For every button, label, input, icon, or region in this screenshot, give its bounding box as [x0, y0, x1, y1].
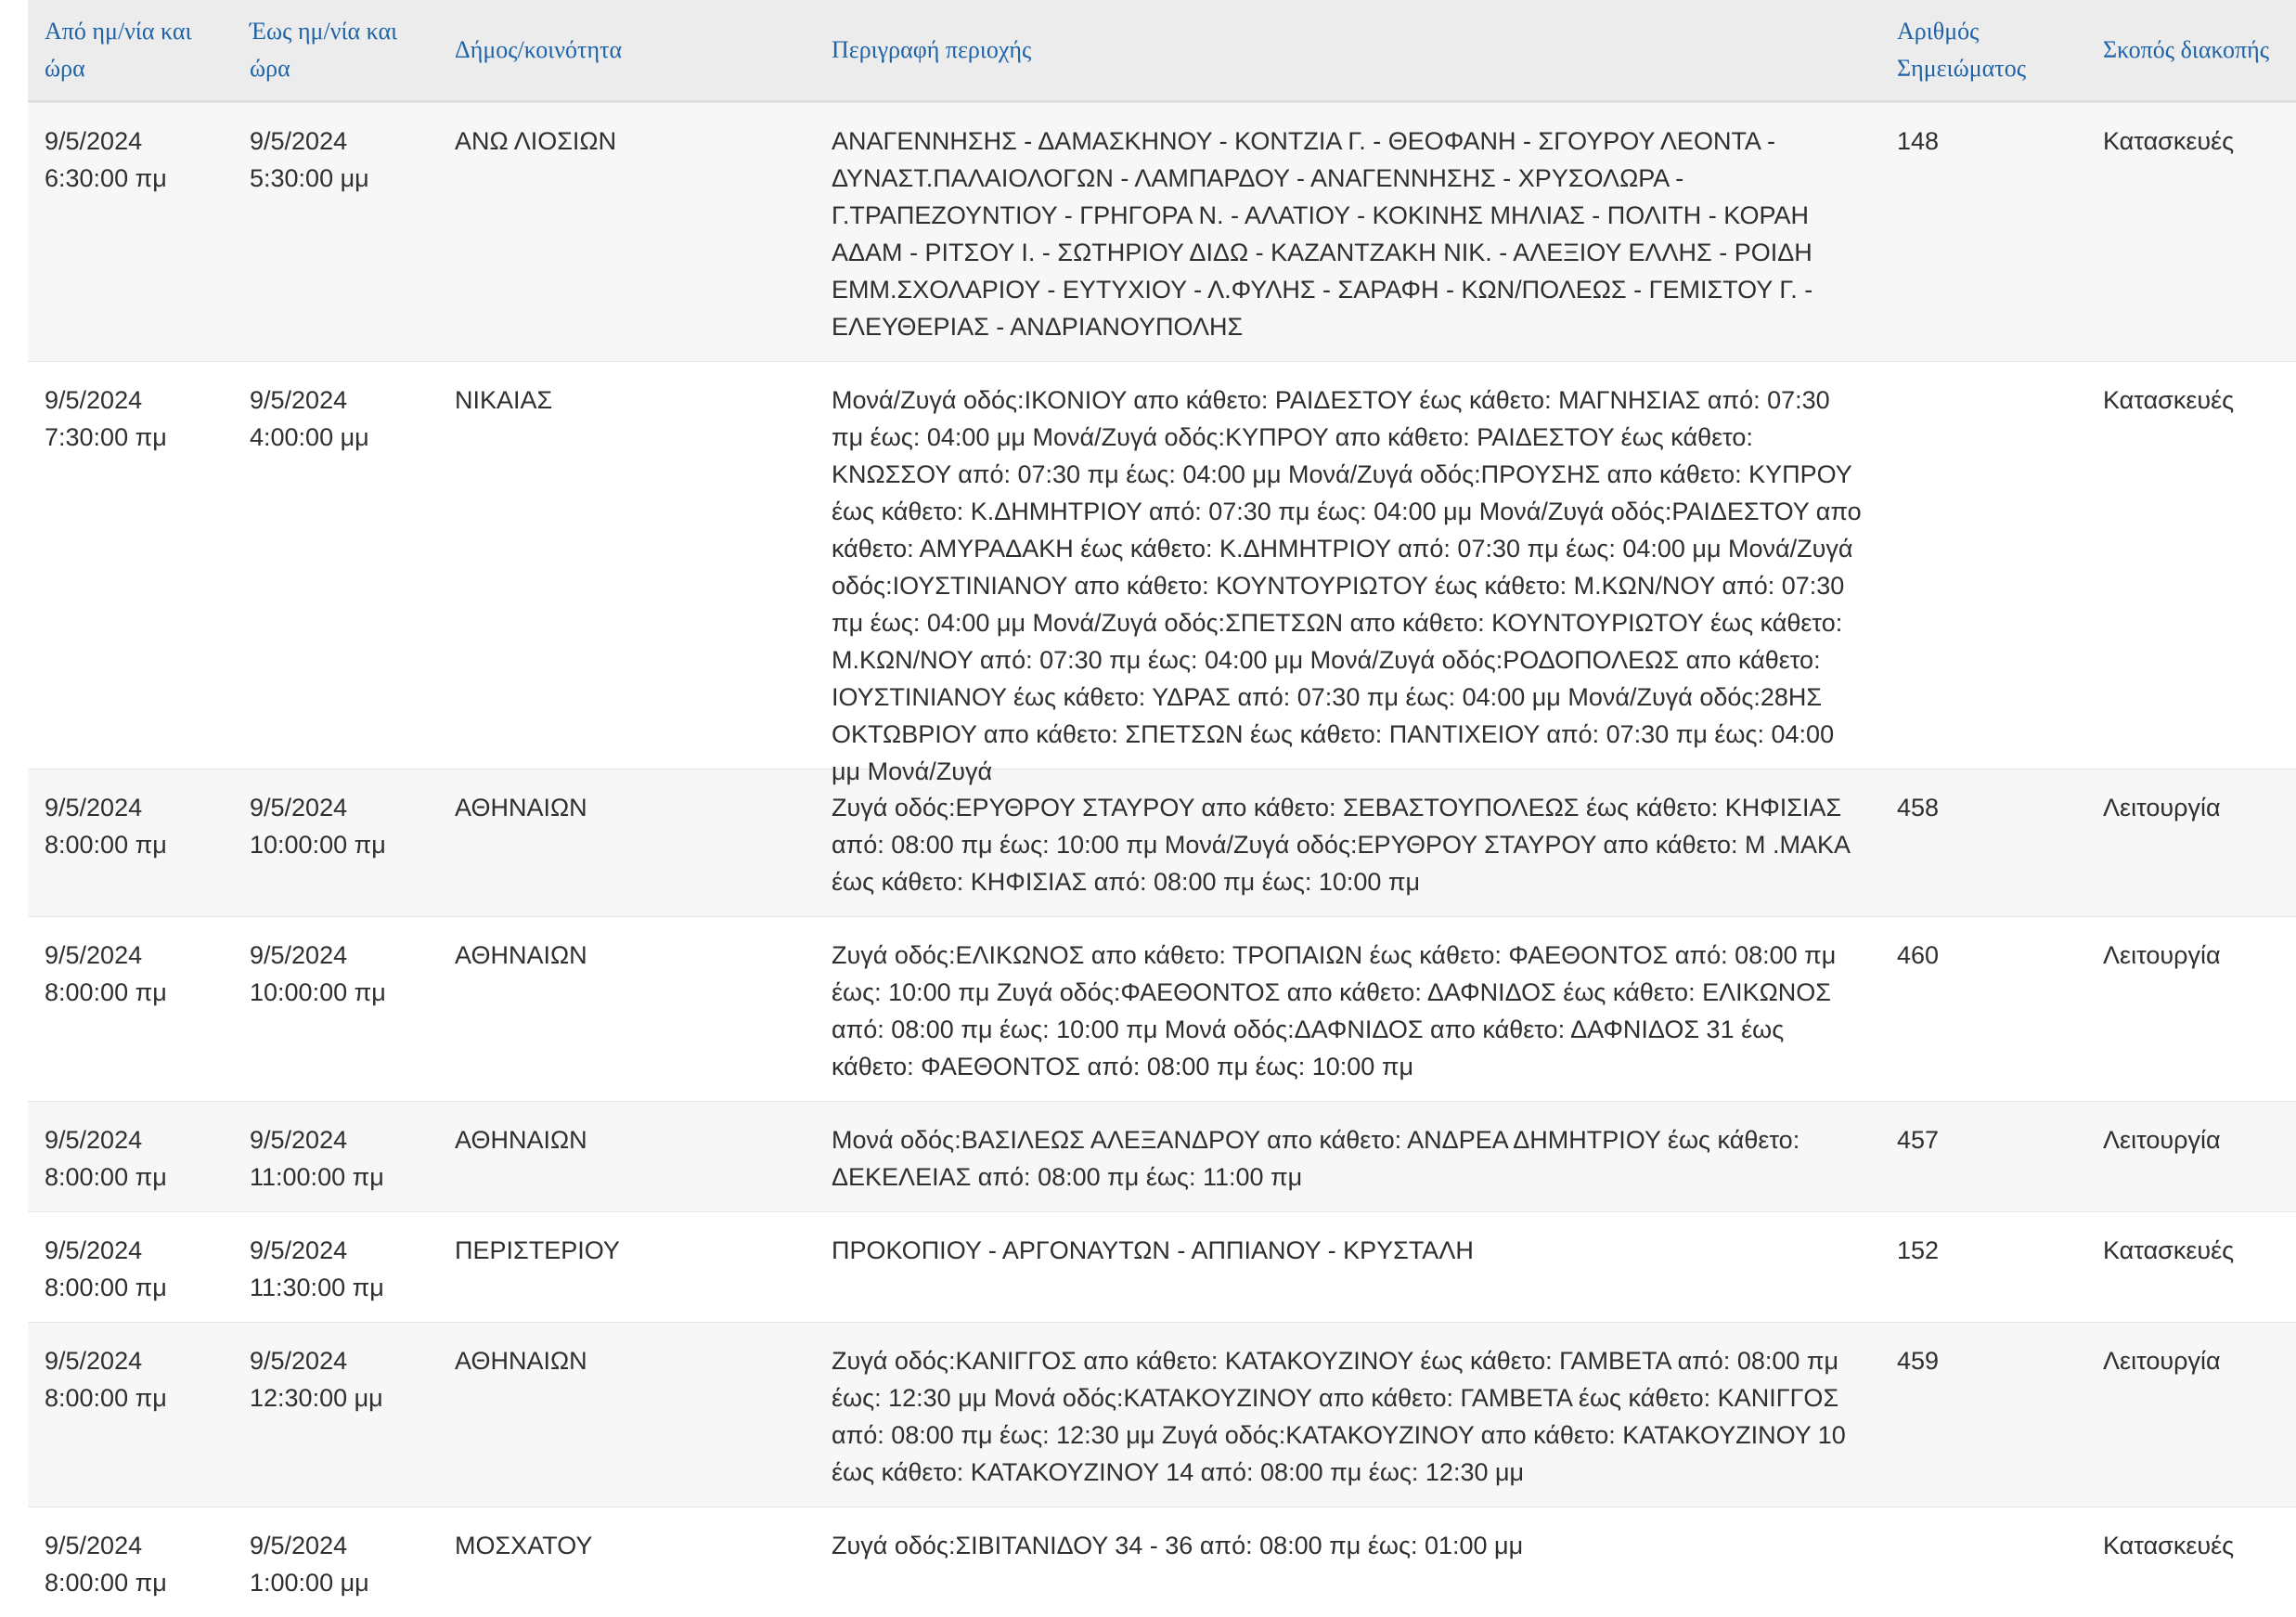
table-row [28, 1212, 2296, 1323]
cell-description [815, 1323, 1880, 1507]
from-date: 9/5/2024 [45, 1342, 216, 1379]
cell-municipality: ΠΕΡΙΣΤΕΡΙΟΥ [438, 1212, 815, 1323]
cell-municipality: ΝΙΚΑΙΑΣ [438, 362, 815, 770]
cell-from [28, 1323, 233, 1507]
cell-municipality: ΑΘΗΝΑΙΩΝ [438, 917, 815, 1102]
table-row [28, 362, 2296, 770]
outages-table-container [28, 0, 2096, 1617]
from-date: 9/5/2024 [45, 382, 216, 419]
cell-description [815, 1212, 1880, 1323]
cell-purpose: Λειτουργία [2086, 770, 2296, 917]
description-text: Ζυγά οδός:ΕΡΥΘΡΟΥ ΣΤΑΥΡΟΥ απο κάθετο: ΣΕΒΑΣΤΟΥΠΟΛΕΩΣ έως κάθετο: ΚΗΦΙΣΙΑΣ από: 08:00 πμ έως: 10:00 πμ Μονά/Ζυγά οδός:ΕΡΥΘΡΟΥ ΣΤΑΥΡΟΥ απο κάθετο: Μ .ΜΑΚΑ έως κάθετο: ΚΗΦΙΣΙΑΣ από: 08:00 πμ έως: 10:00 πμ [832, 789, 1864, 900]
from-date: 9/5/2024 [45, 1232, 216, 1269]
to-time: 1:00:00 μμ [250, 1564, 421, 1601]
to-time: 12:30:00 μμ [250, 1379, 421, 1416]
cell-note-number: 459 [1880, 1323, 2086, 1507]
cell-to [233, 1507, 438, 1617]
table-row [28, 1102, 2296, 1212]
from-date: 9/5/2024 [45, 789, 216, 826]
description-text: Ζυγά οδός:ΕΛΙΚΩΝΟΣ απο κάθετο: ΤΡΟΠΑΙΩΝ έως κάθετο: ΦΑΕΘΟΝΤΟΣ από: 08:00 πμ έως: 10:00 πμ Ζυγά οδός:ΦΑΕΘΟΝΤΟΣ απο κάθετο: ΔΑΦΝΙΔΟΣ έως κάθετο: ΕΛΙΚΩΝΟΣ από: 08:00 πμ έως: 10:00 πμ Μονά οδός:ΔΑΦΝΙΔΟΣ απο κάθετο: ΔΑΦΝΙΔΟΣ 31 έως κάθετο: ΦΑΕΘΟΝΤΟΣ από: 08:00 πμ έως: 10:00 πμ [832, 937, 1864, 1085]
cell-municipality: ΑΘΗΝΑΙΩΝ [438, 770, 815, 917]
description-text: ΑΝΑΓΕΝΝΗΣΗΣ - ΔΑΜΑΣΚΗΝΟΥ - ΚΟΝΤΖΙΑ Γ. - ΘΕΟΦΑΝΗ - ΣΓΟΥΡΟΥ ΛΕΟΝΤΑ - ΔΥΝΑΣΤ.ΠΑΛΑΙΟΛΟΓΩΝ - ΛΑΜΠΑΡΔΟΥ - ΑΝΑΓΕΝΝΗΣΗΣ - ΧΡΥΣΟΛΩΡΑ - Γ.ΤΡΑΠΕΖΟΥΝΤΙΟΥ - ΓΡΗΓΟΡΑ Ν. - ΑΛΑΤΙΟΥ - ΚΟΚΙΝΗΣ ΜΗΛΙΑΣ - ΠΟΛΙΤΗ - ΚΟΡΑΗ ΑΔΑΜ - ΡΙΤΣΟΥ Ι. - ΣΩΤΗΡΙΟΥ ΔΙΔΩ - ΚΑΖΑΝΤΖΑΚΗ ΝΙΚ. - ΑΛΕΞΙΟΥ ΕΛΛΗΣ - ΡΟΙΔΗ ΕΜΜ.ΣΧΟΛΑΡΙΟΥ - ΕΥΤΥΧΙΟΥ - Λ.ΦΥΛΗΣ - ΣΑΡΑΦΗ - ΚΩΝ/ΠΟΛΕΩΣ - ΓΕΜΙΣΤΟΥ Γ. - ΕΛΕΥΘΕΡΙΑΣ - ΑΝΔΡΙΑΝΟΥΠΟΛΗΣ [832, 123, 1864, 345]
cell-purpose: Λειτουργία [2086, 1102, 2296, 1212]
cell-from [28, 102, 233, 362]
header-to[interactable]: Έως ημ/νία και ώρα [233, 0, 438, 102]
cell-from [28, 1212, 233, 1323]
outages-table [28, 0, 2296, 1617]
description-text: Ζυγά οδός:ΣΙΒΙΤΑΝΙΔΟΥ 34 - 36 από: 08:00 πμ έως: 01:00 μμ [832, 1527, 1864, 1564]
table-row [28, 102, 2296, 362]
header-row [28, 0, 2296, 102]
cell-note-number: 152 [1880, 1212, 2086, 1323]
from-date: 9/5/2024 [45, 1121, 216, 1158]
header-municipality[interactable]: Δήμος/κοινότητα [438, 0, 815, 102]
cell-note-number [1880, 1507, 2086, 1617]
from-time: 8:00:00 πμ [45, 974, 216, 1011]
cell-to [233, 362, 438, 770]
to-date: 9/5/2024 [250, 1232, 421, 1269]
cell-to [233, 1102, 438, 1212]
to-date: 9/5/2024 [250, 789, 421, 826]
from-time: 8:00:00 πμ [45, 1379, 216, 1416]
cell-note-number: 457 [1880, 1102, 2086, 1212]
to-time: 5:30:00 μμ [250, 160, 421, 197]
from-time: 6:30:00 πμ [45, 160, 216, 197]
cell-municipality: ΜΟΣΧΑΤΟΥ [438, 1507, 815, 1617]
cell-description [815, 102, 1880, 362]
cell-to [233, 102, 438, 362]
cell-purpose: Κατασκευές [2086, 1507, 2296, 1617]
cell-municipality: ΑΝΩ ΛΙΟΣΙΩΝ [438, 102, 815, 362]
cell-municipality: ΑΘΗΝΑΙΩΝ [438, 1323, 815, 1507]
cell-description [815, 1507, 1880, 1617]
table-row [28, 917, 2296, 1102]
to-time: 10:00:00 πμ [250, 826, 421, 863]
table-body [28, 102, 2296, 1617]
cell-from [28, 1102, 233, 1212]
cell-to [233, 1212, 438, 1323]
cell-to [233, 770, 438, 917]
cell-from [28, 362, 233, 770]
to-date: 9/5/2024 [250, 123, 421, 160]
cell-purpose: Κατασκευές [2086, 362, 2296, 770]
cell-from [28, 917, 233, 1102]
table-row [28, 1507, 2296, 1617]
cell-description [815, 917, 1880, 1102]
header-description[interactable]: Περιγραφή περιοχής [815, 0, 1880, 102]
table-header [28, 0, 2296, 102]
from-time: 7:30:00 πμ [45, 419, 216, 456]
description-text: Ζυγά οδός:ΚΑΝΙΓΓΟΣ απο κάθετο: ΚΑΤΑΚΟΥΖΙΝΟΥ έως κάθετο: ΓΑΜΒΕΤΑ από: 08:00 πμ έως: 12:30 μμ Μονά οδός:ΚΑΤΑΚΟΥΖΙΝΟΥ απο κάθετο: ΓΑΜΒΕΤΑ έως κάθετο: ΚΑΝΙΓΓΟΣ από: 08:00 πμ έως: 12:30 μμ Ζυγά οδός:ΚΑΤΑΚΟΥΖΙΝΟΥ απο κάθετο: ΚΑΤΑΚΟΥΖΙΝΟΥ 10 έως κάθετο: ΚΑΤΑΚΟΥΖΙΝΟΥ 14 από: 08:00 πμ έως: 12:30 μμ [832, 1342, 1864, 1491]
cell-to [233, 917, 438, 1102]
cell-description [815, 770, 1880, 917]
cell-note-number: 460 [1880, 917, 2086, 1102]
header-from[interactable]: Από ημ/νία και ώρα [28, 0, 233, 102]
to-date: 9/5/2024 [250, 1342, 421, 1379]
from-date: 9/5/2024 [45, 937, 216, 974]
cell-purpose: Κατασκευές [2086, 1212, 2296, 1323]
to-date: 9/5/2024 [250, 1527, 421, 1564]
cell-from [28, 770, 233, 917]
table-row [28, 1323, 2296, 1507]
description-text: Μονά/Ζυγά οδός:ΙΚΟΝΙΟΥ απο κάθετο: ΡΑΙΔΕΣΤΟΥ έως κάθετο: ΜΑΓΝΗΣΙΑΣ από: 07:30 πμ έως: 04:00 μμ Μονά/Ζυγά οδός:ΚΥΠΡΟΥ απο κάθετο: ΡΑΙΔΕΣΤΟΥ έως κάθετο: ΚΝΩΣΣΟΥ από: 07:30 πμ έως: 04:00 μμ Μονά/Ζυγά οδός:ΠΡΟΥΣΗΣ απο κάθετο: ΚΥΠΡΟΥ έως κάθετο: Κ.ΔΗΜΗΤΡΙΟΥ από: 07:30 πμ έως: 04:00 μμ Μονά/Ζυγά οδός:ΡΑΙΔΕΣΤΟΥ απο κάθετο: ΑΜΥΡΑΔΑΚΗ έως κάθετο: Κ.ΔΗΜΗΤΡΙΟΥ από: 07:30 πμ έως: 04:00 μμ Μονά/Ζυγά οδός:ΙΟΥΣΤΙΝΙΑΝΟΥ απο κάθετο: ΚΟΥΝΤΟΥΡΙΩΤΟΥ έως κάθετο: Μ.ΚΩΝ/ΝΟΥ από: 07:30 πμ έως: 04:00 μμ Μονά/Ζυγά οδός:ΣΠΕΤΣΩΝ απο κάθετο: ΚΟΥΝΤΟΥΡΙΩΤΟΥ έως κάθετο: Μ.ΚΩΝ/ΝΟΥ από: 07:30 πμ έως: 04:00 μμ Μονά/Ζυγά οδός:ΡΟΔΟΠΟΛΕΩΣ απο κάθετο: ΙΟΥΣΤΙΝΙΑΝΟΥ έως κάθετο: ΥΔΡΑΣ από: 07:30 πμ έως: 04:00 μμ Μονά/Ζυγά οδός:28ΗΣ ΟΚΤΩΒΡΙΟΥ απο κάθετο: ΣΠΕΤΣΩΝ έως κάθετο: ΠΑΝΤΙΧΕΙΟΥ από: 07:30 πμ έως: 04:00 μμ Μονά/Ζυγά [832, 382, 1864, 753]
cell-purpose: Κατασκευές [2086, 102, 2296, 362]
cell-from [28, 1507, 233, 1617]
from-time: 8:00:00 πμ [45, 1269, 216, 1306]
to-date: 9/5/2024 [250, 382, 421, 419]
to-time: 11:00:00 πμ [250, 1158, 421, 1196]
cell-to [233, 1323, 438, 1507]
header-note-number[interactable]: Αριθμός Σημειώματος [1880, 0, 2086, 102]
cell-purpose: Λειτουργία [2086, 917, 2296, 1102]
from-date: 9/5/2024 [45, 123, 216, 160]
from-date: 9/5/2024 [45, 1527, 216, 1564]
to-date: 9/5/2024 [250, 1121, 421, 1158]
cell-note-number [1880, 362, 2086, 770]
to-time: 4:00:00 μμ [250, 419, 421, 456]
cell-description [815, 1102, 1880, 1212]
from-time: 8:00:00 πμ [45, 826, 216, 863]
cell-description [815, 362, 1880, 770]
from-time: 8:00:00 πμ [45, 1158, 216, 1196]
from-time: 8:00:00 πμ [45, 1564, 216, 1601]
cell-note-number: 458 [1880, 770, 2086, 917]
to-date: 9/5/2024 [250, 937, 421, 974]
table-row [28, 770, 2296, 917]
cell-purpose: Λειτουργία [2086, 1323, 2296, 1507]
description-text: ΠΡΟΚΟΠΙΟΥ - ΑΡΓΟΝΑΥΤΩΝ - ΑΠΠΙΑΝΟΥ - ΚΡΥΣΤΑΛΗ [832, 1232, 1864, 1269]
to-time: 10:00:00 πμ [250, 974, 421, 1011]
cell-note-number: 148 [1880, 102, 2086, 362]
to-time: 11:30:00 πμ [250, 1269, 421, 1306]
cell-municipality: ΑΘΗΝΑΙΩΝ [438, 1102, 815, 1212]
header-purpose[interactable]: Σκοπός διακοπής [2086, 0, 2296, 102]
description-text: Μονά οδός:ΒΑΣΙΛΕΩΣ ΑΛΕΞΑΝΔΡΟΥ απο κάθετο: ΑΝΔΡΕΑ ΔΗΜΗΤΡΙΟΥ έως κάθετο: ΔΕΚΕΛΕΙΑΣ από: 08:00 πμ έως: 11:00 πμ [832, 1121, 1864, 1196]
